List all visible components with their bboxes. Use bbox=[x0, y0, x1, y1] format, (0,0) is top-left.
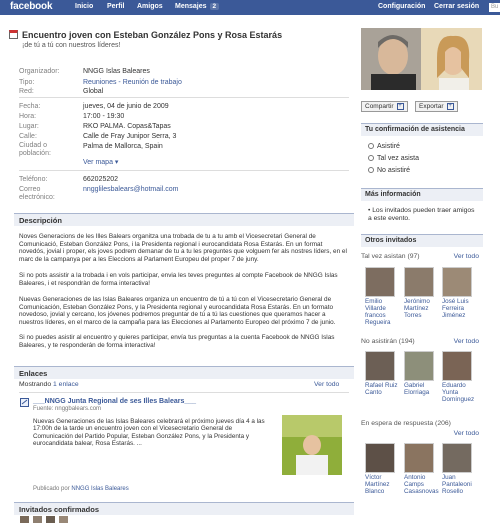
avatar[interactable] bbox=[33, 516, 42, 523]
guest-card[interactable] bbox=[442, 351, 478, 403]
description-paragraph: Si no pots assistir a la trobada i en vols participar, envia les teves preguntes al compte Facebook de NNGG Islas Baleares, i et respondràn de forma interactiva! bbox=[19, 272, 338, 287]
guest-card[interactable] bbox=[365, 443, 401, 495]
event-title: Encuentro joven con Esteban González Pons y Rosa Estarás bbox=[22, 30, 283, 40]
maybe-see-all[interactable]: Ver todo bbox=[453, 253, 479, 260]
waiting-response-count: En espera de respuesta (206) bbox=[361, 420, 451, 427]
description-paragraph: Noves Generacions de les Illes Balears organitza una trobada de tu a tu amb el Vicesecretari General de Comunicació, Esteban González Pons, i la Presidenta regional i eurocandidata Rosa Estarás. En un format novedós, jovial i proper, els joves podrem demanar de tu a tu les preguntes que volguem fer als nostres líders, en el marc de la campanya per a les Eleccions al Parlament Europeu del proper 7 de juny. bbox=[19, 233, 347, 263]
share-button[interactable] bbox=[361, 101, 408, 112]
avatar bbox=[404, 267, 434, 297]
description-paragraph: Nuevas Generaciones de las Islas Baleares organiza un encuentro de tú a tú con el Vicesecretario General de Comunicación, Esteban González Pons, y la Presidenta regional y eurocandidata Rosa Estarás. En un formato novedoso, jovial y cercano, los jóvenes podremos preguntar de tú a tú las cuestiones que queramos hacer a nuestros líderes, en el marco de la campaña para las Elecciones al Parlamento Europeo del próximo 7 de junio. bbox=[19, 296, 336, 326]
avatar bbox=[442, 267, 472, 297]
type-label: Tipo: bbox=[19, 79, 35, 86]
not-attending-count: No asistirán (194) bbox=[361, 338, 415, 345]
guest-card[interactable] bbox=[365, 267, 401, 326]
event-photo[interactable] bbox=[361, 28, 482, 90]
avatar[interactable] bbox=[20, 516, 29, 523]
search-input[interactable]: Bu bbox=[489, 3, 500, 12]
maybe-guests-label bbox=[361, 253, 483, 260]
guest-card[interactable] bbox=[365, 351, 401, 396]
confirmed-heading: Invitados confirmados bbox=[14, 502, 354, 515]
organizer-label: Organizador: bbox=[19, 68, 60, 75]
type-link[interactable]: Reuniones - Reunión de trabajo bbox=[83, 79, 182, 86]
link-thumbnail[interactable] bbox=[282, 415, 342, 475]
nav-messages[interactable] bbox=[175, 3, 219, 10]
street-label: Calle: bbox=[19, 133, 37, 140]
share-button-label: Compartir bbox=[365, 103, 394, 110]
link-item-source: Fuente: nnggbalears.com bbox=[33, 406, 102, 412]
nav-profile[interactable]: Perfil bbox=[107, 3, 125, 10]
description-paragraph: Si no puedes asistir al encuentro y quieres participar, envía tus preguntas a la cuenta Facebook de NNGG Islas Baleares, y te responderán de forma interactiva! bbox=[19, 334, 335, 349]
export-button[interactable] bbox=[415, 101, 458, 112]
phone-label: Teléfono: bbox=[19, 176, 48, 183]
rsvp-maybe-option[interactable] bbox=[368, 155, 419, 162]
guest-card[interactable] bbox=[404, 267, 440, 319]
guest-name: Antonio Camps Casasnovas bbox=[404, 474, 439, 495]
not-attending-see-all[interactable]: Ver todo bbox=[453, 338, 479, 345]
rsvp-not-attending-option[interactable] bbox=[368, 167, 410, 174]
radio-icon bbox=[368, 143, 374, 149]
time-label: Hora: bbox=[19, 113, 37, 120]
links-count bbox=[19, 381, 79, 388]
more-info-item bbox=[368, 207, 478, 223]
nav-settings[interactable]: Configuración bbox=[378, 3, 426, 10]
avatar[interactable] bbox=[46, 516, 55, 523]
waiting-response-label bbox=[361, 420, 483, 427]
event-subtitle: ¡de tú a tú con nuestros líderes! bbox=[22, 42, 121, 49]
guest-card[interactable] bbox=[404, 351, 440, 396]
radio-icon bbox=[368, 155, 374, 161]
nav-logout[interactable]: Cerrar sesión bbox=[434, 3, 480, 10]
guest-card[interactable] bbox=[442, 267, 478, 319]
rsvp-option-label: Asistiré bbox=[377, 143, 400, 150]
avatar bbox=[404, 443, 434, 473]
avatar bbox=[365, 267, 395, 297]
avatar bbox=[365, 351, 395, 381]
link-icon bbox=[20, 398, 29, 407]
avatar bbox=[365, 443, 395, 473]
more-info-heading: Más información bbox=[361, 188, 483, 201]
time-value: 17:00 - 19:30 bbox=[83, 113, 125, 120]
links-showing-label: Mostrando bbox=[19, 381, 52, 388]
avatar bbox=[442, 443, 472, 473]
description-heading: Descripción bbox=[14, 213, 354, 226]
radio-icon bbox=[368, 167, 374, 173]
guest-name: Gabriel Elorriaga bbox=[404, 382, 430, 396]
facebook-logo[interactable]: facebook bbox=[10, 1, 53, 12]
rsvp-option-label: Tal vez asista bbox=[377, 155, 420, 162]
see-map-link[interactable] bbox=[83, 159, 118, 167]
organizer-link[interactable]: NNGG Islas Baleares bbox=[83, 68, 150, 75]
date-label: Fecha: bbox=[19, 103, 41, 110]
guest-name: Jerónimo Martínez Torres bbox=[404, 298, 430, 319]
guest-name: José Luis Ferreira Jiménez bbox=[442, 298, 469, 319]
avatar bbox=[442, 351, 472, 381]
guest-card[interactable] bbox=[442, 443, 478, 495]
export-button-label: Exportar bbox=[419, 103, 444, 110]
rsvp-heading: Tu confirmación de asistencia bbox=[361, 123, 483, 136]
links-count-link[interactable]: 1 enlace bbox=[53, 381, 79, 388]
email-link[interactable]: nngglilesbalears@hotmail.com bbox=[83, 186, 179, 193]
bullet-icon: • bbox=[368, 207, 371, 214]
confirmed-guests-row bbox=[20, 516, 220, 523]
more-info-text: Los invitados pueden traer amigos a este evento. bbox=[368, 207, 475, 222]
top-navigation-bar bbox=[0, 0, 500, 15]
guest-name: Emilio Villarde francos Regueira bbox=[365, 298, 391, 326]
divider bbox=[19, 97, 349, 98]
phone-value: 662025202 bbox=[83, 176, 119, 183]
posted-by-label: Publicado por bbox=[33, 486, 70, 492]
links-see-all[interactable]: Ver todo bbox=[314, 381, 340, 388]
guest-name: Eduardo Yunta Domínguez bbox=[442, 382, 475, 403]
email-label: Correo electrónico: bbox=[19, 186, 55, 201]
avatar bbox=[404, 351, 434, 381]
guest-name: Juan Pantaleoni Rosello bbox=[442, 474, 472, 495]
city-value: Palma de Mallorca, Spain bbox=[83, 143, 163, 150]
rsvp-option-label: No asistiré bbox=[377, 167, 411, 174]
network-label: Red: bbox=[19, 88, 34, 95]
link-item-text: Nuevas Generaciones de las Islas Baleares celebrará el próximo jueves día 4 a las 17:00h de la tarde un encuentro joven con el Vicesecretario General de Comunicación del Partido Popular, Esteban González Pons, y la Presidenta y eurocandidata balear, Rosa Estarás. ... bbox=[33, 418, 265, 448]
nav-messages-label: Mensajes bbox=[175, 3, 207, 10]
not-attending-label bbox=[361, 338, 483, 345]
street-value: Calle de Fray Junipor Serra, 3 bbox=[83, 133, 177, 140]
network-value: Global bbox=[83, 88, 104, 95]
waiting-see-all[interactable]: Ver todo bbox=[453, 430, 479, 437]
rsvp-attending-option[interactable] bbox=[368, 143, 400, 150]
nav-friends[interactable]: Amigos bbox=[137, 3, 163, 10]
plus-icon: + bbox=[398, 102, 402, 109]
place-value: RKO PALMA. Copas&Tapas bbox=[83, 123, 171, 130]
guest-name: Víctor Martínez Blanco bbox=[365, 474, 390, 495]
chevron-down-icon: ▾ bbox=[114, 159, 119, 166]
plus-icon: + bbox=[448, 102, 452, 109]
guest-card[interactable] bbox=[404, 443, 440, 495]
avatar[interactable] bbox=[59, 516, 68, 523]
see-map-label: Ver mapa bbox=[83, 159, 113, 166]
nav-home[interactable]: Inicio bbox=[75, 3, 94, 10]
link-posted-by bbox=[33, 486, 129, 492]
city-label: Ciudad o población: bbox=[19, 142, 51, 157]
calendar-icon bbox=[9, 30, 18, 39]
posted-by-link[interactable]: NNGG Islas Baleares bbox=[71, 486, 129, 492]
divider bbox=[19, 170, 349, 171]
links-heading: Enlaces bbox=[14, 366, 354, 379]
messages-count-badge: 2 bbox=[210, 3, 220, 10]
divider bbox=[19, 392, 349, 393]
place-label: Lugar: bbox=[19, 123, 39, 130]
date-value: jueves, 04 de junio de 2009 bbox=[83, 103, 169, 110]
guest-name: Rafael Ruiz Canto bbox=[365, 382, 398, 396]
maybe-guests-count: Tal vez asistan (97) bbox=[361, 253, 420, 260]
link-item-title[interactable]: ___NNGG Junta Regional de ses Illes Balears___ bbox=[33, 398, 197, 405]
other-guests-heading: Otros invitados bbox=[361, 234, 483, 247]
